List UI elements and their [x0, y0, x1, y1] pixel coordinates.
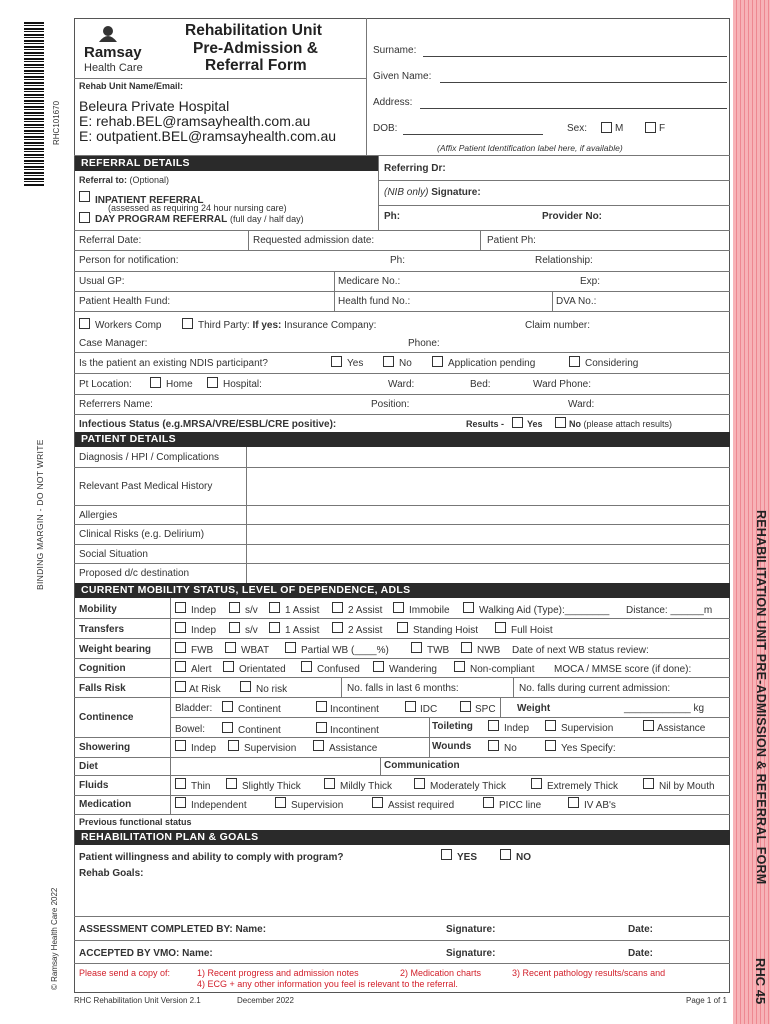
- hospital-label: Hospital:: [223, 379, 262, 390]
- form-title-2: Pre-Admission &: [193, 40, 318, 57]
- proposed-dc-label: Proposed d/c destination: [79, 568, 190, 579]
- mob-immobile-label: Immobile: [409, 605, 450, 616]
- barcode: [24, 22, 44, 187]
- form-title-1: Rehabilitation Unit: [185, 22, 322, 39]
- wb-wbat-checkbox[interactable]: [225, 642, 236, 653]
- person-notification-label: Person for notification:: [79, 255, 179, 266]
- requested-admission-label: Requested admission date:: [253, 235, 375, 246]
- binding-margin: BINDING MARGIN - DO NOT WRITE: [35, 439, 45, 590]
- tr-1assist-checkbox[interactable]: [269, 622, 280, 633]
- med-supervision-checkbox[interactable]: [275, 797, 286, 808]
- referring-dr-label: Referring Dr:: [384, 163, 446, 174]
- results-no-checkbox[interactable]: [555, 417, 566, 428]
- mob-indep-label: Indep: [191, 605, 217, 616]
- wounds-no-label: No: [504, 743, 517, 754]
- ward-label: Ward:: [388, 379, 415, 390]
- weight-label: Weight: [517, 703, 551, 714]
- mobility-header: CURRENT MOBILITY STATUS, LEVEL OF DEPENDENCE, ADLS: [75, 583, 730, 598]
- fluid-thin-checkbox[interactable]: [175, 778, 186, 789]
- ndis-yes-label: Yes: [347, 358, 364, 369]
- accepted-date-label: Date:: [628, 948, 654, 959]
- dob-input[interactable]: [403, 134, 543, 135]
- toileting-label: Toileting: [432, 721, 473, 732]
- footer-page: Page 1 of 1: [686, 996, 727, 1005]
- ward-phone-label: Ward Phone:: [533, 379, 591, 390]
- assessment-signature-label: Signature:: [446, 924, 496, 935]
- bowel-continent-checkbox[interactable]: [222, 722, 233, 733]
- shower-indep-label: Indep: [191, 743, 217, 754]
- form-code-vertical: RHC101670: [52, 100, 61, 145]
- mob-1assist-checkbox[interactable]: [269, 602, 280, 613]
- mobility-label: Mobility: [79, 604, 117, 615]
- dob-label: DOB:: [373, 123, 398, 134]
- given-name-label: Given Name:: [373, 71, 432, 82]
- ndis-considering-checkbox[interactable]: [569, 356, 580, 367]
- cog-moca-label: MOCA / MMSE score (if done):: [554, 664, 692, 675]
- inpatient-checkbox[interactable]: [79, 191, 90, 202]
- bladder-incontinent-checkbox[interactable]: [316, 701, 327, 712]
- mob-sv-checkbox[interactable]: [229, 602, 240, 613]
- please-send-label: Please send a copy of:: [79, 968, 171, 978]
- falls-6m-label: No. falls in last 6 months:: [347, 683, 459, 694]
- hospital-name: Beleura Private Hospital: [79, 98, 230, 114]
- shower-supervision-label: Supervision: [244, 743, 297, 754]
- wb-review-label: Date of next WB status review:: [512, 645, 649, 656]
- wounds-label: Wounds: [432, 741, 472, 752]
- usual-gp-label: Usual GP:: [79, 276, 125, 287]
- claim-label: Claim number:: [525, 320, 591, 331]
- willing-yes-label: YES: [457, 852, 478, 863]
- fluid-thin-label: Thin: [191, 781, 211, 792]
- assessment-date-label: Date:: [628, 924, 654, 935]
- bladder-idc-label: IDC: [420, 704, 438, 715]
- mob-walking-aid-label: Walking Aid (Type):________: [479, 605, 610, 616]
- shower-assistance-checkbox[interactable]: [313, 740, 324, 751]
- transfers-label: Transfers: [79, 624, 125, 635]
- mob-2assist-checkbox[interactable]: [332, 602, 343, 613]
- email-outpatient: E: outpatient.BEL@ramsayhealth.com.au: [79, 128, 337, 144]
- wb-wbat-label: WBAT: [241, 645, 270, 656]
- cog-wandering-checkbox[interactable]: [373, 661, 384, 672]
- toileting-indep-checkbox[interactable]: [488, 720, 499, 731]
- sex-f-label: F: [659, 123, 666, 134]
- weight-bearing-label: Weight bearing: [79, 644, 152, 655]
- sex-label: Sex:: [567, 123, 588, 134]
- social-label: Social Situation: [79, 549, 148, 560]
- cognition-label: Cognition: [79, 663, 126, 674]
- bladder-label: Bladder:: [175, 703, 213, 714]
- mob-sv-label: s/v: [245, 605, 258, 616]
- wb-twb-checkbox[interactable]: [411, 642, 422, 653]
- allergies-label: Allergies: [79, 510, 118, 521]
- patient-details-header: PATIENT DETAILS: [75, 432, 730, 447]
- ndis-label: Is the patient an existing NDIS participant?: [79, 358, 268, 369]
- willingness-label: Patient willingness and ability to comply with program?: [79, 852, 344, 863]
- send-item-4: 4) ECG + any other information you feel is relevant to the referral.: [197, 979, 458, 989]
- health-fund-label: Patient Health Fund:: [79, 296, 171, 307]
- wb-partial-label: Partial WB (____%): [301, 645, 389, 656]
- brand-name: Ramsay: [84, 44, 142, 61]
- cog-alert-label: Alert: [191, 664, 212, 675]
- falls-atrisk-label: At Risk: [189, 684, 221, 695]
- sex-m-label: M: [615, 123, 624, 134]
- third-party-checkbox[interactable]: [182, 318, 193, 329]
- willing-no-label: NO: [516, 852, 531, 863]
- bladder-spc-checkbox[interactable]: [460, 701, 471, 712]
- ramsay-logo-icon: [97, 22, 119, 44]
- bowel-incontinent-checkbox[interactable]: [316, 722, 327, 733]
- bladder-spc-label: SPC: [475, 704, 496, 715]
- falls-atrisk-checkbox[interactable]: [175, 681, 186, 692]
- assessment-label: ASSESSMENT COMPLETED BY: Name:: [79, 924, 267, 935]
- fluid-moderately-checkbox[interactable]: [414, 778, 425, 789]
- falls-admission-label: No. falls during current admission:: [519, 683, 671, 694]
- brand-sub: Health Care: [84, 62, 143, 74]
- fluid-slightly-label: Slightly Thick: [242, 781, 301, 792]
- willing-no-checkbox[interactable]: [500, 849, 511, 860]
- cog-noncompliant-label: Non-compliant: [470, 664, 535, 675]
- inpatient-label: INPATIENT REFERRAL: [95, 195, 204, 206]
- rehab-header: REHABILITATION PLAN & GOALS: [75, 830, 730, 845]
- exp-label: Exp:: [580, 276, 601, 287]
- diagnosis-label: Diagnosis / HPI / Complications: [79, 452, 220, 463]
- side-code: RHC 45: [753, 958, 768, 1005]
- prev-functional-label: Previous functional status: [79, 817, 192, 827]
- tr-sv-checkbox[interactable]: [229, 622, 240, 633]
- hospital-checkbox[interactable]: [207, 377, 218, 388]
- unit-label: Rehab Unit Name/Email:: [79, 81, 184, 91]
- results-yes-label: Yes: [527, 419, 543, 429]
- cog-confused-label: Confused: [317, 664, 360, 675]
- copyright: © Ramsay Health Care 2022: [50, 887, 59, 990]
- fluid-moderately-label: Moderately Thick: [430, 781, 506, 792]
- med-assist-checkbox[interactable]: [372, 797, 383, 808]
- send-item-3: 3) Recent pathology results/scans and: [512, 968, 666, 978]
- ndis-no-label: No: [399, 358, 412, 369]
- referrers-name-label: Referrers Name:: [79, 399, 153, 410]
- dva-label: DVA No.:: [556, 296, 597, 307]
- email-rehab: E: rehab.BEL@ramsayhealth.com.au: [79, 113, 311, 129]
- sex-m-checkbox[interactable]: [601, 122, 612, 133]
- form-title-3: Referral Form: [205, 57, 307, 74]
- referral-details-header: REFERRAL DETAILS: [75, 156, 378, 171]
- falls-risk-label: Falls Risk: [79, 683, 126, 694]
- falls-norisk-label: No risk: [256, 684, 288, 695]
- tr-full-hoist-checkbox[interactable]: [495, 622, 506, 633]
- ndis-yes-checkbox[interactable]: [331, 356, 342, 367]
- sex-f-checkbox[interactable]: [645, 122, 656, 133]
- bladder-incontinent-label: Incontinent: [330, 704, 379, 715]
- fluid-mildly-label: Mildly Thick: [340, 781, 393, 792]
- address-label: Address:: [373, 97, 413, 108]
- med-picc-label: PICC line: [499, 800, 542, 811]
- bowel-label: Bowel:: [175, 724, 206, 735]
- affix-note: (Affix Patient Identification label here, if available): [437, 143, 623, 153]
- relationship-label: Relationship:: [535, 255, 593, 266]
- fluid-extremely-checkbox[interactable]: [531, 778, 542, 789]
- cog-orientated-checkbox[interactable]: [223, 661, 234, 672]
- day-program-checkbox[interactable]: [79, 212, 90, 223]
- tr-2assist-label: 2 Assist: [348, 625, 383, 636]
- patient-ph-label: Patient Ph:: [487, 235, 536, 246]
- wb-fwb-checkbox[interactable]: [175, 642, 186, 653]
- pt-location-label: Pt Location:: [79, 379, 132, 390]
- mob-distance-label: Distance: ______m: [626, 605, 713, 616]
- footer-date: December 2022: [237, 996, 294, 1005]
- fluids-label: Fluids: [79, 780, 109, 791]
- tr-2assist-checkbox[interactable]: [332, 622, 343, 633]
- bowel-incontinent-label: Incontinent: [330, 725, 379, 736]
- results-no-label: No (please attach results): [569, 419, 673, 429]
- continence-label: Continence: [79, 712, 134, 723]
- tr-standing-hoist-label: Standing Hoist: [413, 625, 479, 636]
- cog-wandering-label: Wandering: [389, 664, 437, 675]
- day-program-label: DAY PROGRAM REFERRAL (full day / half day): [95, 214, 304, 225]
- med-iv-label: IV AB's: [584, 800, 616, 811]
- fluid-extremely-label: Extremely Thick: [547, 781, 618, 792]
- toileting-indep-label: Indep: [504, 723, 530, 734]
- fluid-nil-label: Nil by Mouth: [659, 781, 715, 792]
- third-party-label: Third Party: If yes: Insurance Company:: [198, 320, 377, 331]
- send-item-2: 2) Medication charts: [400, 968, 482, 978]
- infectious-label: Infectious Status (e.g.MRSA/VRE/ESBL/CRE positive):: [79, 419, 337, 430]
- home-checkbox[interactable]: [150, 377, 161, 388]
- bed-label: Bed:: [470, 379, 491, 390]
- fluid-slightly-checkbox[interactable]: [226, 778, 237, 789]
- med-iv-checkbox[interactable]: [568, 797, 579, 808]
- tr-full-hoist-label: Full Hoist: [511, 625, 553, 636]
- shower-supervision-checkbox[interactable]: [228, 740, 239, 751]
- toileting-supervision-checkbox[interactable]: [545, 720, 556, 731]
- wounds-no-checkbox[interactable]: [488, 740, 499, 751]
- send-item-1: 1) Recent progress and admission notes: [197, 968, 359, 978]
- footer-version: RHC Rehabilitation Unit Version 2.1: [74, 996, 201, 1005]
- shower-assistance-label: Assistance: [329, 743, 378, 754]
- mob-1assist-label: 1 Assist: [285, 605, 320, 616]
- bladder-continent-checkbox[interactable]: [222, 701, 233, 712]
- address-input[interactable]: [420, 108, 727, 109]
- willing-yes-checkbox[interactable]: [441, 849, 452, 860]
- results-label: Results -: [466, 419, 505, 429]
- ph-label: Ph:: [384, 211, 401, 222]
- ndis-considering-label: Considering: [585, 358, 639, 369]
- tr-indep-label: Indep: [191, 625, 217, 636]
- position-label: Position:: [371, 399, 410, 410]
- med-independent-label: Independent: [191, 800, 247, 811]
- fluid-nil-checkbox[interactable]: [643, 778, 654, 789]
- toileting-supervision-label: Supervision: [561, 723, 614, 734]
- wounds-yes-label: Yes Specify:: [561, 743, 616, 754]
- accepted-signature-label: Signature:: [446, 948, 496, 959]
- falls-norisk-checkbox[interactable]: [240, 681, 251, 692]
- rehab-goals-label: Rehab Goals:: [79, 868, 144, 879]
- mob-2assist-label: 2 Assist: [348, 605, 383, 616]
- ndis-no-checkbox[interactable]: [383, 356, 394, 367]
- cog-orientated-label: Orientated: [239, 664, 286, 675]
- bladder-continent-label: Continent: [238, 704, 281, 715]
- ndis-pending-checkbox[interactable]: [432, 356, 443, 367]
- med-assist-label: Assist required: [388, 800, 455, 811]
- communication-label: Communication: [384, 760, 460, 771]
- medicare-label: Medicare No.:: [338, 276, 401, 287]
- phone-label: Phone:: [408, 338, 440, 349]
- side-title: REHABILITATION UNIT PRE-ADMISSION & REFERRAL FORM: [754, 510, 768, 885]
- wb-nwb-checkbox[interactable]: [461, 642, 472, 653]
- case-manager-label: Case Manager:: [79, 338, 148, 349]
- mob-indep-checkbox[interactable]: [175, 602, 186, 613]
- home-label: Home: [166, 379, 193, 390]
- med-supervision-label: Supervision: [291, 800, 344, 811]
- mob-walking-aid-checkbox[interactable]: [463, 602, 474, 613]
- workers-comp-checkbox[interactable]: [79, 318, 90, 329]
- wb-nwb-label: NWB: [477, 645, 501, 656]
- provider-no-label: Provider No:: [542, 211, 603, 222]
- diet-label: Diet: [79, 761, 98, 772]
- cog-noncompliant-checkbox[interactable]: [454, 661, 465, 672]
- wb-partial-checkbox[interactable]: [285, 642, 296, 653]
- surname-label: Surname:: [373, 45, 417, 56]
- bladder-idc-checkbox[interactable]: [405, 701, 416, 712]
- ndis-pending-label: Application pending: [448, 358, 536, 369]
- bowel-continent-label: Continent: [238, 725, 281, 736]
- past-history-label: Relevant Past Medical History: [79, 481, 213, 492]
- notification-ph-label: Ph:: [390, 255, 406, 266]
- nib-signature: (NIB only) Signature:: [384, 187, 481, 198]
- workers-comp-label: Workers Comp: [95, 320, 162, 331]
- tr-standing-hoist-checkbox[interactable]: [397, 622, 408, 633]
- toileting-assistance-checkbox[interactable]: [643, 720, 654, 731]
- wb-twb-label: TWB: [427, 645, 450, 656]
- tr-1assist-label: 1 Assist: [285, 625, 320, 636]
- surname-input[interactable]: [423, 56, 727, 57]
- results-yes-checkbox[interactable]: [512, 417, 523, 428]
- med-independent-checkbox[interactable]: [175, 797, 186, 808]
- shower-indep-checkbox[interactable]: [175, 740, 186, 751]
- med-picc-checkbox[interactable]: [483, 797, 494, 808]
- fluid-mildly-checkbox[interactable]: [324, 778, 335, 789]
- weight-kg: ____________ kg: [624, 703, 705, 714]
- tr-indep-checkbox[interactable]: [175, 622, 186, 633]
- toileting-assistance-label: Assistance: [657, 723, 706, 734]
- cog-confused-checkbox[interactable]: [301, 661, 312, 672]
- cog-alert-checkbox[interactable]: [175, 661, 186, 672]
- accepted-label: ACCEPTED BY VMO: Name:: [79, 948, 213, 959]
- tr-sv-label: s/v: [245, 625, 258, 636]
- wounds-yes-checkbox[interactable]: [545, 740, 556, 751]
- inpatient-note: (assessed as requiring 24 hour nursing care): [108, 203, 287, 213]
- health-fund-no-label: Health fund No.:: [338, 296, 411, 307]
- referral-date-label: Referral Date:: [79, 235, 142, 246]
- showering-label: Showering: [79, 742, 131, 753]
- wb-fwb-label: FWB: [191, 645, 214, 656]
- medication-label: Medication: [79, 799, 132, 810]
- referral-to-label: Referral to: (Optional): [79, 175, 170, 185]
- clinical-risks-label: Clinical Risks (e.g. Delirium): [79, 529, 205, 540]
- given-name-input[interactable]: [440, 82, 727, 83]
- ward2-label: Ward:: [568, 399, 595, 410]
- mob-immobile-checkbox[interactable]: [393, 602, 404, 613]
